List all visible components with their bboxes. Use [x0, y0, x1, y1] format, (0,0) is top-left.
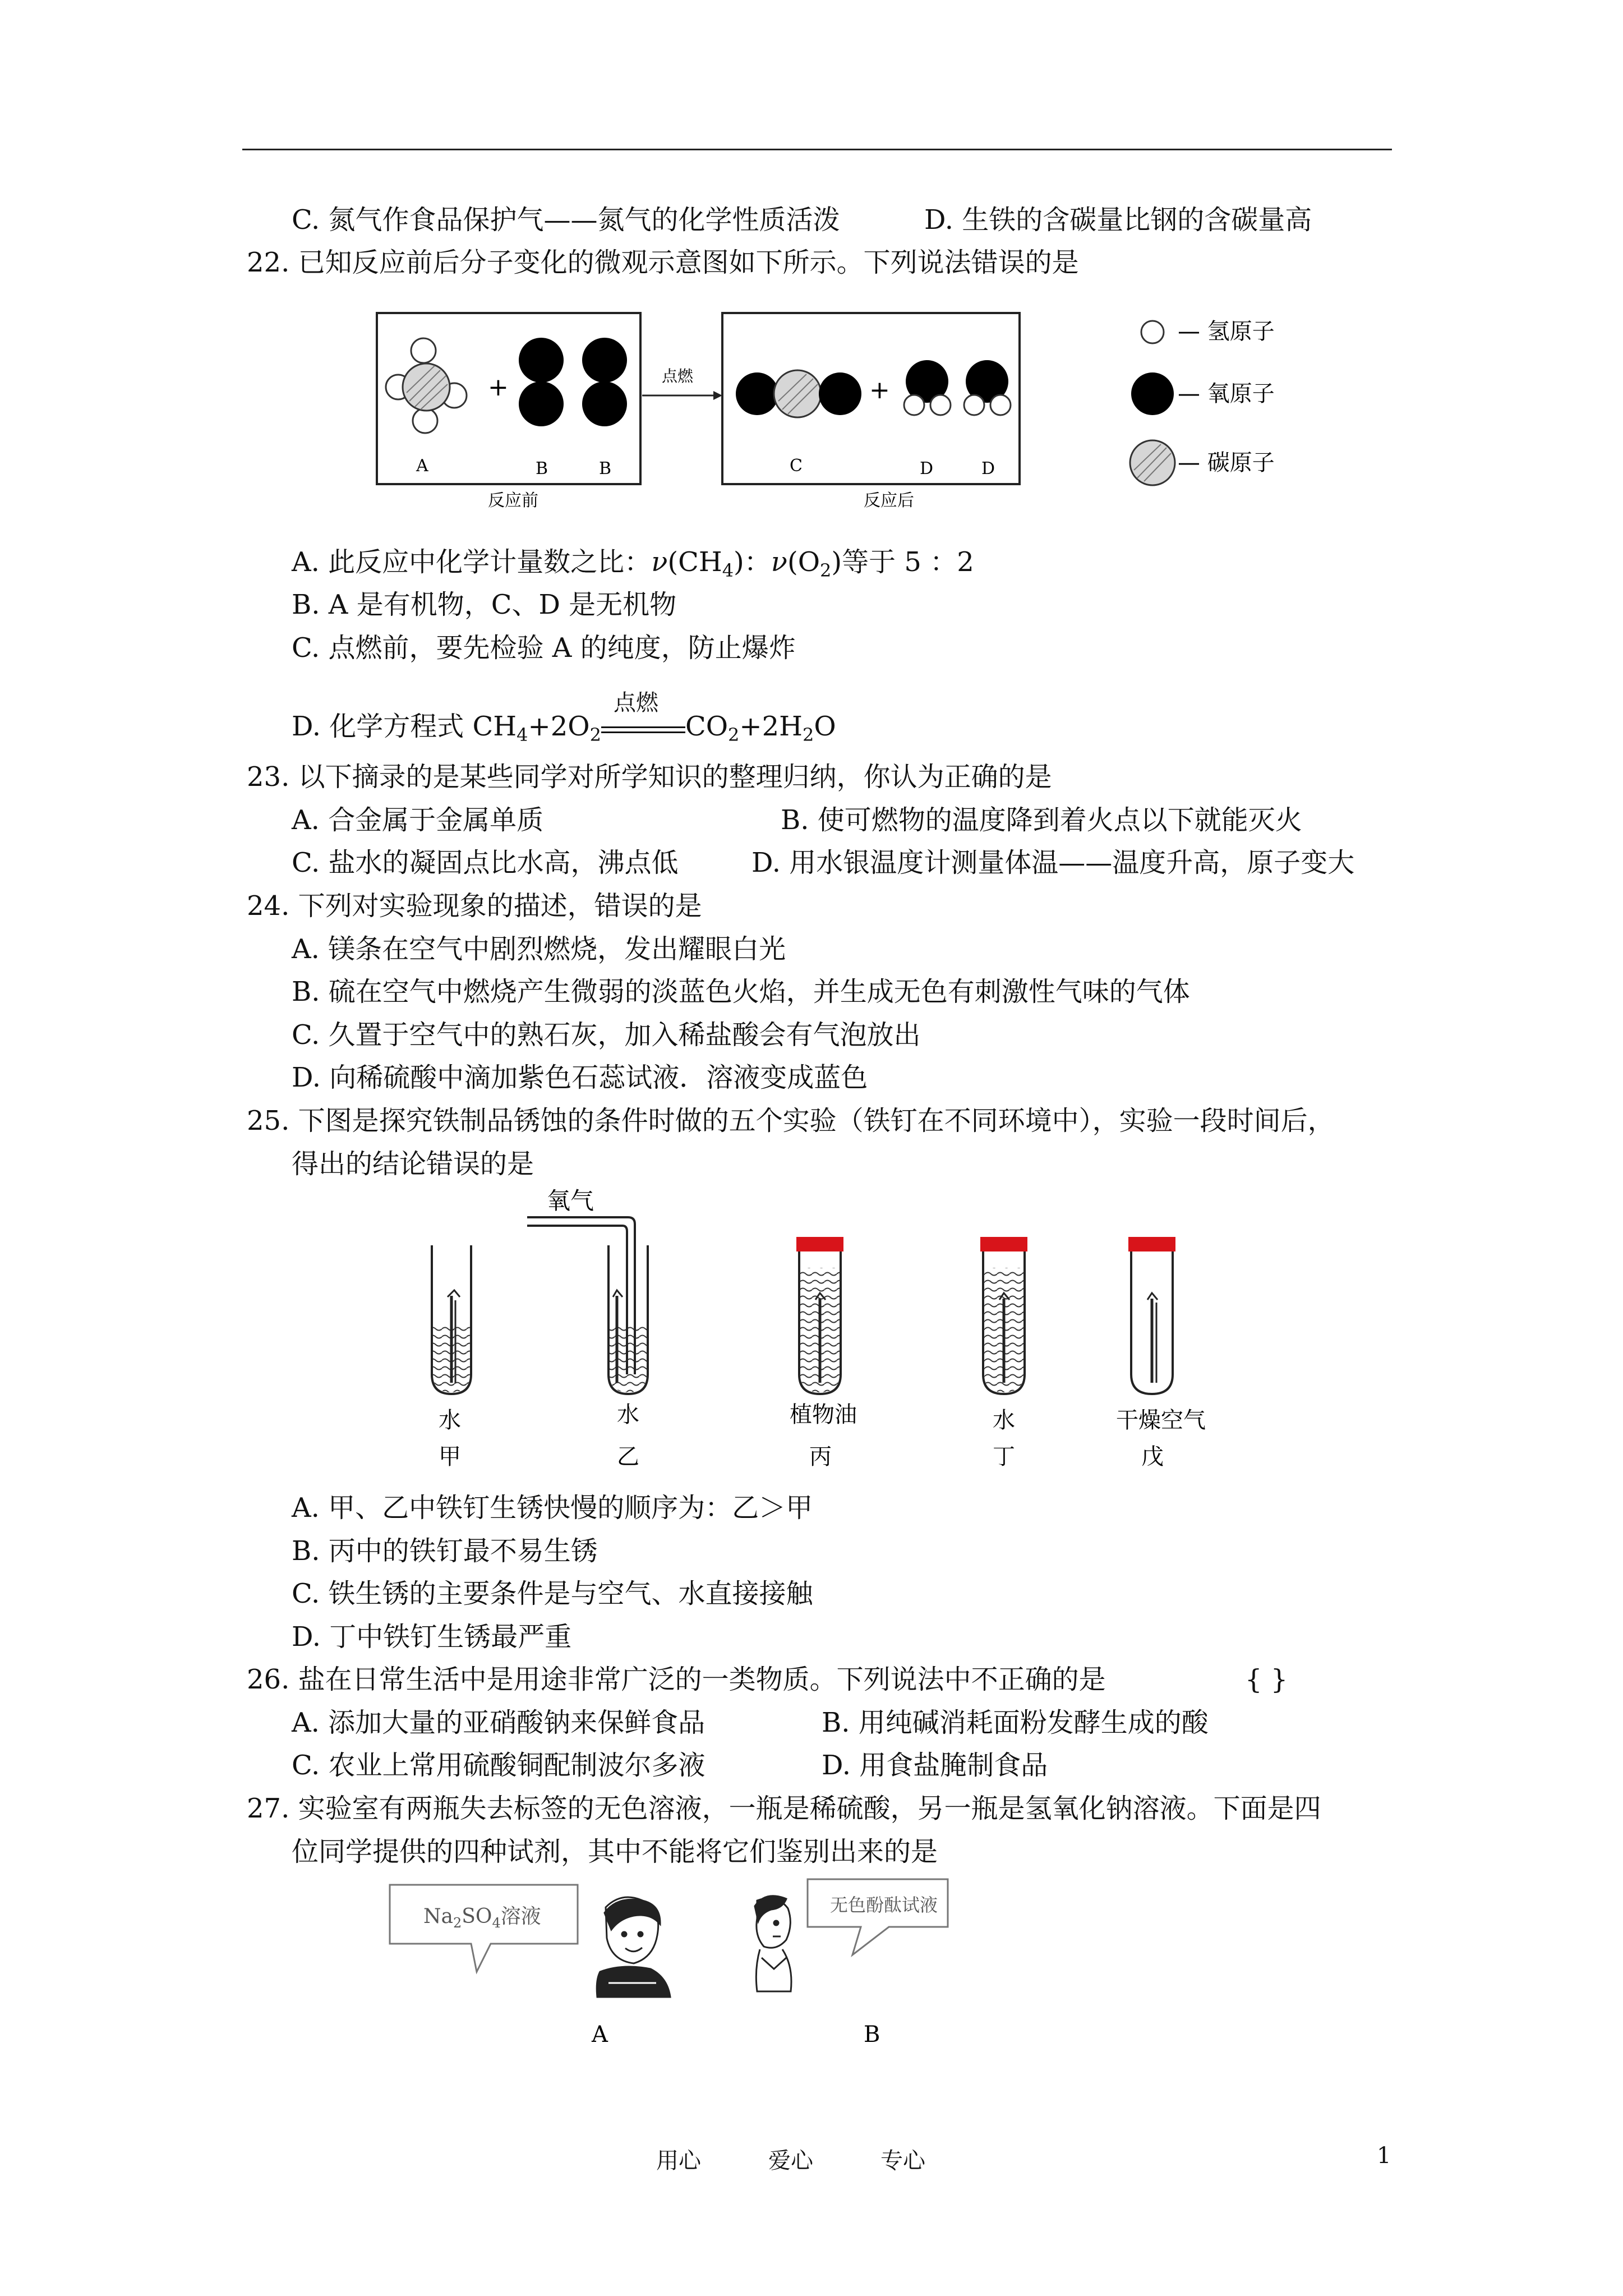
q21-option-d: D. 生铁的含碳量比钢的含碳量高 — [924, 204, 1312, 236]
q24-option-c: C. 久置于空气中的熟石灰，加入稀盐酸会有气泡放出 — [292, 1019, 921, 1051]
tube-jia — [432, 1245, 471, 1394]
before-label: 反应前 — [488, 491, 538, 510]
q22-option-d: D. 化学方程式 $CH_4+2O_2$ 点燃 $CO_2+2H_2O$ — [292, 710, 836, 752]
q23-option-d: D. 用水银温度计测量体温——温度升高，原子变大 — [751, 847, 1355, 878]
tube1-medium: 水 — [439, 1407, 461, 1433]
o-atom — [582, 381, 627, 426]
header-rule — [242, 149, 1392, 150]
tube5-name: 戊 — [1141, 1444, 1164, 1470]
q21-option-c: C. 氮气作食品保护气——氮气的化学性质活泼 — [292, 204, 840, 236]
q25-test-tubes-diagram — [393, 1184, 1290, 1475]
q26-stem: 26. 盐在日常生活中是用途非常广泛的一类物质。下列说法中不正确的是 — [247, 1664, 1106, 1695]
student-b-figure — [755, 1896, 791, 1991]
tube5-medium: 干燥空气 — [1116, 1407, 1206, 1433]
legend-carbon: — 碳原子 — [1178, 450, 1275, 476]
rubber-stopper — [980, 1237, 1027, 1251]
tube-yi — [527, 1217, 648, 1394]
tube-wu — [1128, 1237, 1175, 1394]
q27-stem-line1: 27. 实验室有两瓶失去标签的无色溶液，一瓶是稀硫酸，另一瓶是氢氧化钠溶液。下面是四 — [247, 1793, 1321, 1824]
q25-option-d: D. 丁中铁钉生锈最严重 — [292, 1621, 572, 1653]
speech-bubble-a — [390, 1885, 578, 1972]
q26-option-c: C. 农业上常用硫酸铜配制波尔多液 — [292, 1750, 706, 1781]
h-atom — [990, 395, 1011, 415]
q23-stem: 23. 以下摘录的是某些同学对所学知识的整理归纳，你认为正确的是 — [247, 761, 1052, 793]
tube2-medium: 水 — [617, 1402, 639, 1428]
speech-bubble-b — [808, 1879, 948, 1955]
q26-option-b: B. 用纯碱消耗面粉发酵生成的酸 — [822, 1707, 1209, 1738]
page-number: 1 — [1377, 2143, 1391, 2169]
label-b: B — [599, 459, 612, 478]
q22-molecule-diagram — [370, 303, 1324, 516]
footer-word-1: 用心 — [656, 2148, 701, 2174]
q22-stem: 22. 已知反应前后分子变化的微观示意图如下所示。下列说法错误的是 — [247, 247, 1079, 278]
q27-stem-line2: 位同学提供的四种试剂，其中不能将它们鉴别出来的是 — [292, 1836, 938, 1867]
legend-o-icon — [1131, 372, 1174, 415]
q24-option-a: A. 镁条在空气中剧烈燃烧，发出耀眼白光 — [292, 933, 786, 965]
tube1-name: 甲 — [439, 1444, 461, 1470]
label-d: D — [920, 459, 934, 478]
q25-option-a: A. 甲、乙中铁钉生锈快慢的顺序为：乙＞甲 — [292, 1492, 813, 1524]
legend-h-icon — [1141, 321, 1164, 343]
o-atom — [519, 381, 564, 426]
q25-option-b: B. 丙中的铁钉最不易生锈 — [292, 1535, 598, 1567]
rubber-stopper — [1128, 1237, 1175, 1251]
q26-option-d: D. 用食盐腌制食品 — [822, 1750, 1048, 1781]
o-atom — [582, 338, 627, 383]
h-atom — [411, 338, 436, 363]
q26-option-a: A. 添加大量的亚硝酸钠来保鲜食品 — [292, 1707, 706, 1738]
q25-option-c: C. 铁生锈的主要条件是与空气、水直接接触 — [292, 1578, 813, 1609]
q24-option-d: D. 向稀硫酸中滴加紫色石蕊试液．溶液变成蓝色 — [292, 1062, 868, 1093]
plus-sign: + — [869, 376, 890, 404]
q26-answer-bracket: { } — [1245, 1664, 1288, 1695]
footer-word-2: 爱心 — [768, 2148, 813, 2174]
q22-option-c: C. 点燃前，要先检验 A 的纯度，防止爆炸 — [292, 632, 796, 664]
equation-condition: 点燃 — [613, 690, 658, 716]
oxygen-label: 氧气 — [547, 1187, 594, 1214]
h-atom — [930, 395, 951, 415]
student-a-figure — [597, 1897, 670, 1997]
label-a: A — [416, 456, 428, 476]
q25-stem-line1: 25. 下图是探究铁制品锈蚀的条件时做的五个实验（铁钉在不同环境中），实验一段时间后， — [247, 1105, 1335, 1137]
q24-stem: 24. 下列对实验现象的描述，错误的是 — [247, 890, 702, 922]
after-label: 反应后 — [864, 491, 914, 510]
q22-option-b: B. A 是有机物，C、D 是无机物 — [292, 589, 677, 620]
tube-ding — [980, 1237, 1027, 1394]
tube4-name: 丁 — [993, 1444, 1015, 1470]
q27-students-illustration — [387, 1874, 1088, 2053]
o-atom — [736, 372, 778, 415]
tube4-medium: 水 — [993, 1407, 1015, 1433]
q25-stem-line2: 得出的结论错误的是 — [292, 1148, 534, 1180]
q22-option-a: A. 此反应中化学计量数之比：$\nu(CH_4)$：$\nu(O_2)$等于 5 ：2 — [292, 546, 974, 581]
label-a: A — [592, 2022, 608, 2047]
legend-hydrogen: — 氢原子 — [1178, 319, 1275, 344]
footer-word-3: 专心 — [880, 2148, 925, 2174]
tube-bing — [796, 1237, 843, 1394]
label-b: B — [864, 2022, 880, 2047]
q23-option-c: C. 盐水的凝固点比水高，沸点低 — [292, 847, 679, 878]
o-atom — [519, 338, 564, 383]
q23-option-a: A. 合金属于金属单质 — [292, 804, 544, 836]
legend-oxygen: — 氧原子 — [1178, 381, 1275, 407]
h-atom — [413, 408, 437, 433]
bubble-a-text: $Na_2SO_4$溶液 — [423, 1905, 541, 1931]
label-d: D — [981, 459, 995, 478]
tube3-name: 丙 — [809, 1444, 832, 1470]
rubber-stopper — [796, 1237, 843, 1251]
arrow-condition: 点燃 — [662, 367, 694, 385]
plus-sign: + — [488, 373, 509, 402]
bubble-b-text: 无色酚酞试液 — [830, 1894, 938, 1916]
q24-option-b: B. 硫在空气中燃烧产生微弱的淡蓝色火焰，并生成无色有刺激性气味的气体 — [292, 976, 1190, 1007]
tube3-medium: 植物油 — [790, 1402, 857, 1428]
label-b: B — [536, 459, 548, 478]
label-c: C — [790, 456, 803, 476]
q23-option-b: B. 使可燃物的温度降到着火点以下就能灭火 — [781, 804, 1302, 836]
h-atom — [904, 395, 924, 415]
o-atom — [819, 372, 861, 415]
h-atom — [964, 395, 984, 415]
tube2-name: 乙 — [617, 1444, 639, 1470]
